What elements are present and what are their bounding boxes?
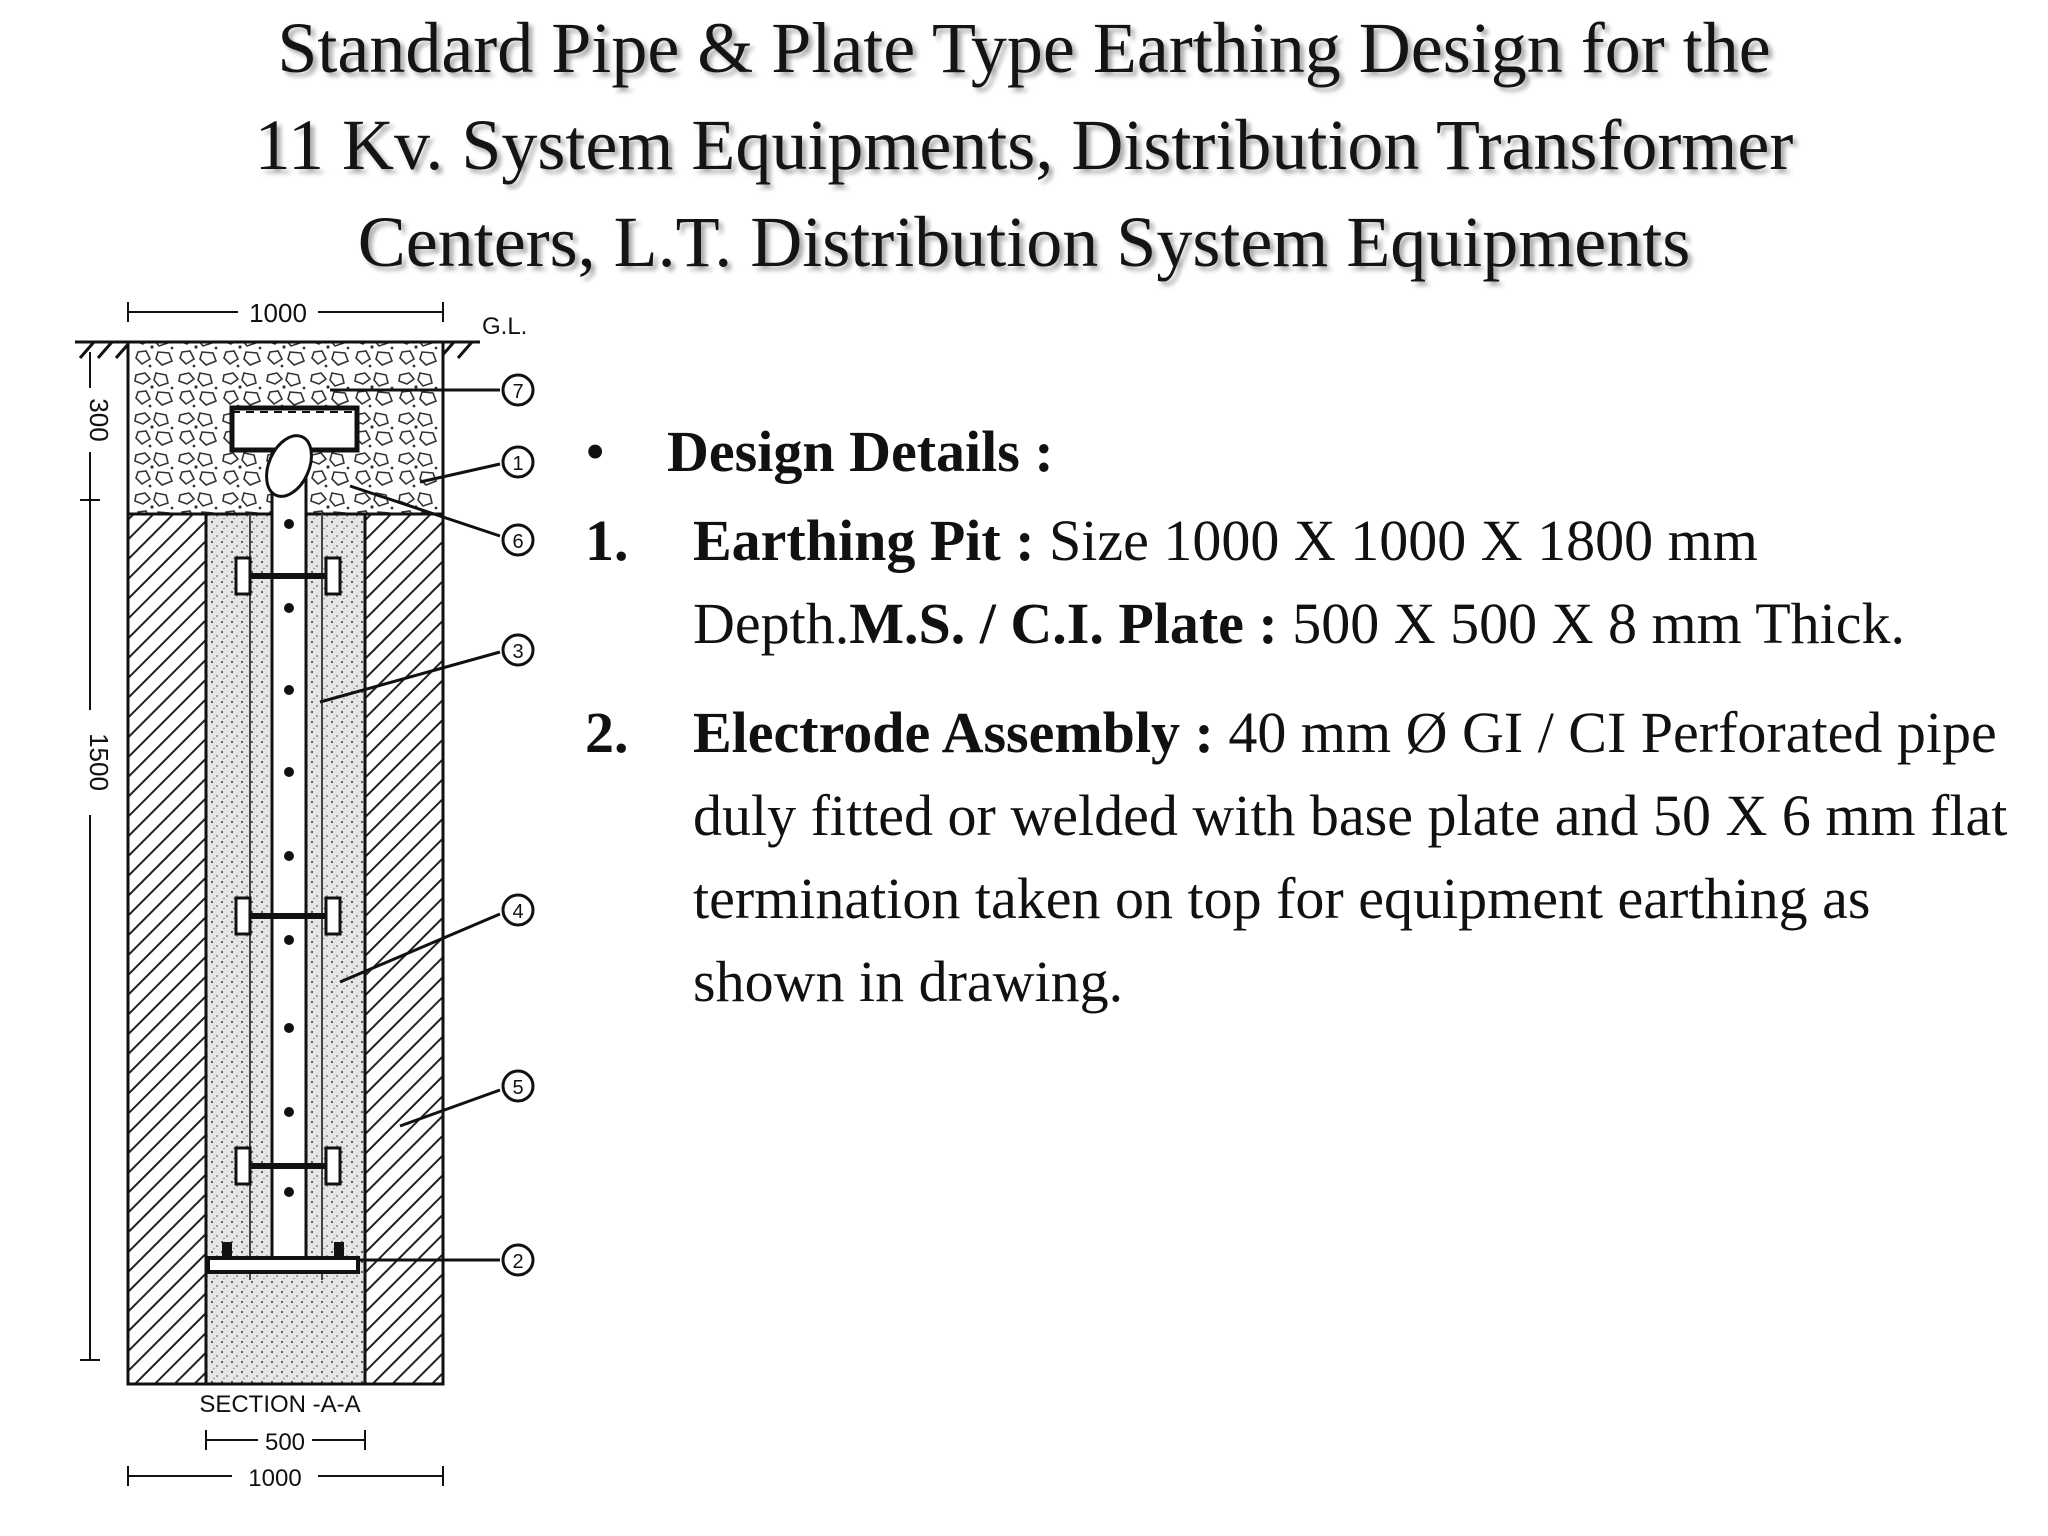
dimension-bottom-outer-width [128, 1465, 443, 1490]
slide-title [0, 0, 2048, 291]
soil-wall-left [128, 514, 206, 1384]
svg-text:1: 1 [512, 453, 524, 475]
detail-label-earthing-pit: Earthing Pit : [693, 508, 1035, 573]
detail-text-earthing-pit: Size 1000 X 1000 X 1800 mm Depth. [693, 508, 1758, 656]
bottom-inner-width-label: 500 [264, 1429, 306, 1456]
svg-text:6: 6 [512, 531, 524, 553]
svg-text:4: 4 [512, 901, 524, 923]
svg-text:3: 3 [512, 641, 524, 663]
bullet-marker: • [585, 419, 606, 484]
soil-wall-right [365, 514, 443, 1384]
svg-text:7: 7 [512, 381, 524, 403]
dimension-bottom-inner-width [206, 1429, 365, 1456]
detail-label-electrode-assembly: Electrode Assembly : [693, 700, 1214, 765]
detail-item-number: 2. [585, 700, 629, 765]
depth-main-label: 1500 [84, 733, 114, 791]
ground-level-label: G.L. [482, 313, 528, 340]
title-line-3: Centers, L.T. Distribution System Equipments [357, 202, 1691, 282]
detail-text-electrode-assembly: 40 mm Ø GI / CI Perforated pipe duly fitted or welded with base plate and 50 X 6 mm flat termination taken on top for equipment earthing as shown in drawing. [693, 700, 2008, 1014]
svg-text:2: 2 [512, 1251, 524, 1273]
detail-item-earthing-pit [585, 499, 2035, 665]
design-details [585, 410, 2035, 1049]
title-line-1: Standard Pipe & Plate Type Earthing Design for the [277, 8, 1771, 88]
section-label: SECTION -A-A [199, 1391, 361, 1418]
detail-item-electrode-assembly [585, 691, 2035, 1023]
detail-text-plate: 500 X 500 X 8 mm Thick. [1277, 591, 1905, 656]
top-width-label: 1000 [249, 298, 307, 328]
design-details-heading: Design Details : [667, 419, 1054, 484]
design-details-heading-row [585, 410, 2035, 493]
dimension-top-width [128, 298, 443, 328]
earthing-pit-section-drawing [0, 290, 560, 1490]
title-line-2: 11 Kv. System Equipments, Distribution Transformer [254, 105, 1794, 185]
detail-item-number: 1. [585, 508, 629, 573]
depth-top-label: 300 [84, 398, 114, 442]
bottom-outer-width-label: 1000 [248, 1465, 302, 1490]
dimension-depth [80, 352, 114, 1360]
svg-text:5: 5 [512, 1077, 524, 1099]
detail-label-plate: M.S. / C.I. Plate : [849, 591, 1278, 656]
